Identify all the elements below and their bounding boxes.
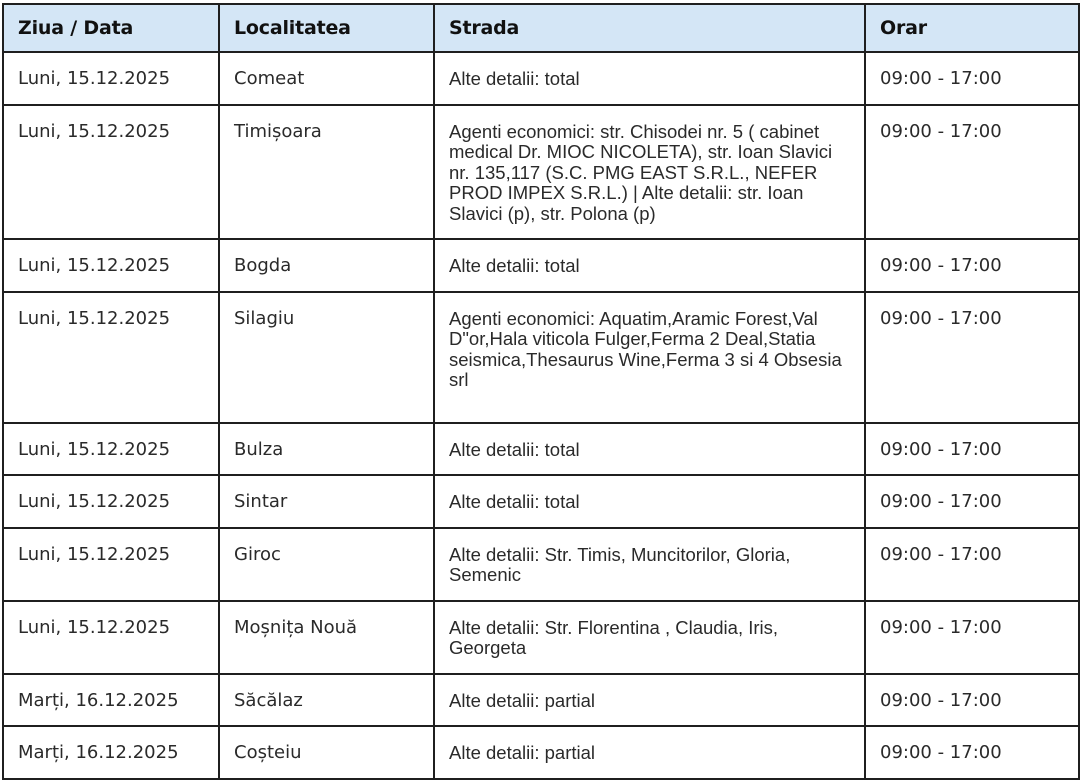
- cell-street: Alte detalii: total: [434, 239, 865, 292]
- header-date: Ziua / Data: [3, 4, 219, 52]
- cell-street: Agenti economici: str. Chisodei nr. 5 ( cabinet medical Dr. MIOC NICOLETA), str. Ioan Slavici nr. 135,117 (S.C. PMG EAST S.R.L., NEFER PROD IMPEX S.R.L.) | Alte detalii: str. Ioan Slavici (p), str. Polona (p): [434, 105, 865, 240]
- table-row: [3, 475, 1079, 528]
- cell-locality: Bulza: [219, 423, 434, 476]
- table-row: [3, 726, 1079, 779]
- cell-date: Luni, 15.12.2025: [3, 105, 219, 240]
- cell-schedule: 09:00 - 17:00: [865, 292, 1079, 423]
- table-row: [3, 105, 1079, 240]
- table-row: [3, 674, 1079, 727]
- cell-schedule: 09:00 - 17:00: [865, 105, 1079, 240]
- table-row: [3, 292, 1079, 423]
- cell-locality: Coșteiu: [219, 726, 434, 779]
- cell-street: Alte detalii: partial: [434, 674, 865, 727]
- cell-schedule: 09:00 - 17:00: [865, 239, 1079, 292]
- header-locality: Localitatea: [219, 4, 434, 52]
- outage-schedule-table: [2, 3, 1080, 780]
- cell-schedule: 09:00 - 17:00: [865, 52, 1079, 105]
- cell-schedule: 09:00 - 17:00: [865, 674, 1079, 727]
- cell-schedule: 09:00 - 17:00: [865, 528, 1079, 601]
- cell-street: Alte detalii: total: [434, 475, 865, 528]
- cell-date: Luni, 15.12.2025: [3, 475, 219, 528]
- table-row: [3, 601, 1079, 674]
- cell-schedule: 09:00 - 17:00: [865, 726, 1079, 779]
- cell-street: Alte detalii: total: [434, 52, 865, 105]
- table-row: [3, 239, 1079, 292]
- cell-date: Luni, 15.12.2025: [3, 601, 219, 674]
- cell-locality: Giroc: [219, 528, 434, 601]
- cell-locality: Timișoara: [219, 105, 434, 240]
- cell-date: Luni, 15.12.2025: [3, 528, 219, 601]
- cell-locality: Moșnița Nouă: [219, 601, 434, 674]
- cell-date: Luni, 15.12.2025: [3, 239, 219, 292]
- cell-locality: Săcălaz: [219, 674, 434, 727]
- cell-street: Alte detalii: Str. Florentina , Claudia, Iris, Georgeta: [434, 601, 865, 674]
- header-street: Strada: [434, 4, 865, 52]
- cell-street: Alte detalii: total: [434, 423, 865, 476]
- cell-date: Luni, 15.12.2025: [3, 423, 219, 476]
- cell-date: Luni, 15.12.2025: [3, 292, 219, 423]
- cell-street: Alte detalii: partial: [434, 726, 865, 779]
- cell-date: Luni, 15.12.2025: [3, 52, 219, 105]
- cell-schedule: 09:00 - 17:00: [865, 423, 1079, 476]
- cell-locality: Comeat: [219, 52, 434, 105]
- cell-locality: Bogda: [219, 239, 434, 292]
- cell-schedule: 09:00 - 17:00: [865, 601, 1079, 674]
- header-schedule: Orar: [865, 4, 1079, 52]
- cell-date: Marți, 16.12.2025: [3, 726, 219, 779]
- cell-schedule: 09:00 - 17:00: [865, 475, 1079, 528]
- table-row: [3, 52, 1079, 105]
- cell-locality: Silagiu: [219, 292, 434, 423]
- table-row: [3, 423, 1079, 476]
- cell-street: Alte detalii: Str. Timis, Muncitorilor, Gloria, Semenic: [434, 528, 865, 601]
- cell-locality: Sintar: [219, 475, 434, 528]
- cell-date: Marți, 16.12.2025: [3, 674, 219, 727]
- table-header-row: [3, 4, 1079, 52]
- table-row: [3, 528, 1079, 601]
- cell-street: Agenti economici: Aquatim,Aramic Forest,Val D"or,Hala viticola Fulger,Ferma 2 Deal,Statia seismica,Thesaurus Wine,Ferma 3 si 4 Obsesia srl: [434, 292, 865, 423]
